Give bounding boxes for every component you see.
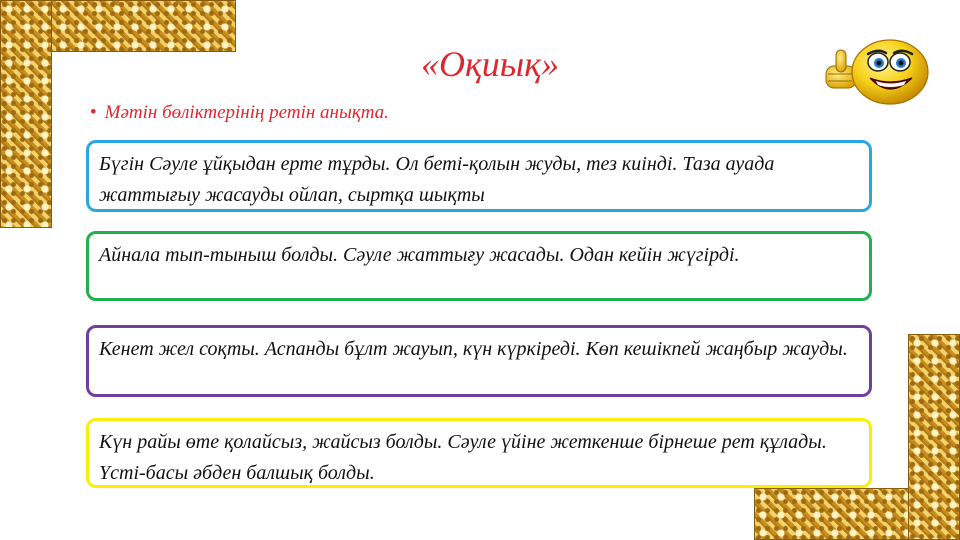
instruction <box>90 100 389 126</box>
text-card-3[interactable]: Кенет жел соқты. Аспанды бұлт жауып, күн күркіреді. Көп кешікпей жаңбыр жауды. <box>86 325 872 397</box>
thumb-hand <box>826 50 856 88</box>
bullet: • <box>90 102 97 123</box>
smiley-face <box>852 40 928 104</box>
text-card-4[interactable]: Күн райы өте қолайсыз, жайсыз болды. Сәуле үйіне жеткенше бірнеше рет құлады. Үсті-басы әбден балшық болды. <box>86 418 872 488</box>
text-card-1[interactable]: Бүгін Сәуле ұйқыдан ерте тұрды. Ол беті-қолын жуды, тез киінді. Таза ауада жаттығыу жасауды ойлап, сыртқа шықты <box>86 140 872 212</box>
instruction-text: Мәтін бөліктерінің ретін анықта. <box>104 102 389 123</box>
ornament-bottom-right-vertical <box>908 334 960 540</box>
slide-title: «Оқиық» <box>420 44 560 84</box>
ornament-top-left-vertical <box>0 0 52 228</box>
thumbs-up-smiley-icon <box>820 38 932 106</box>
text-card-2[interactable]: Айнала тып-тыныш болды. Сәуле жаттығу жасады. Одан кейін жүгірді. <box>86 231 872 301</box>
